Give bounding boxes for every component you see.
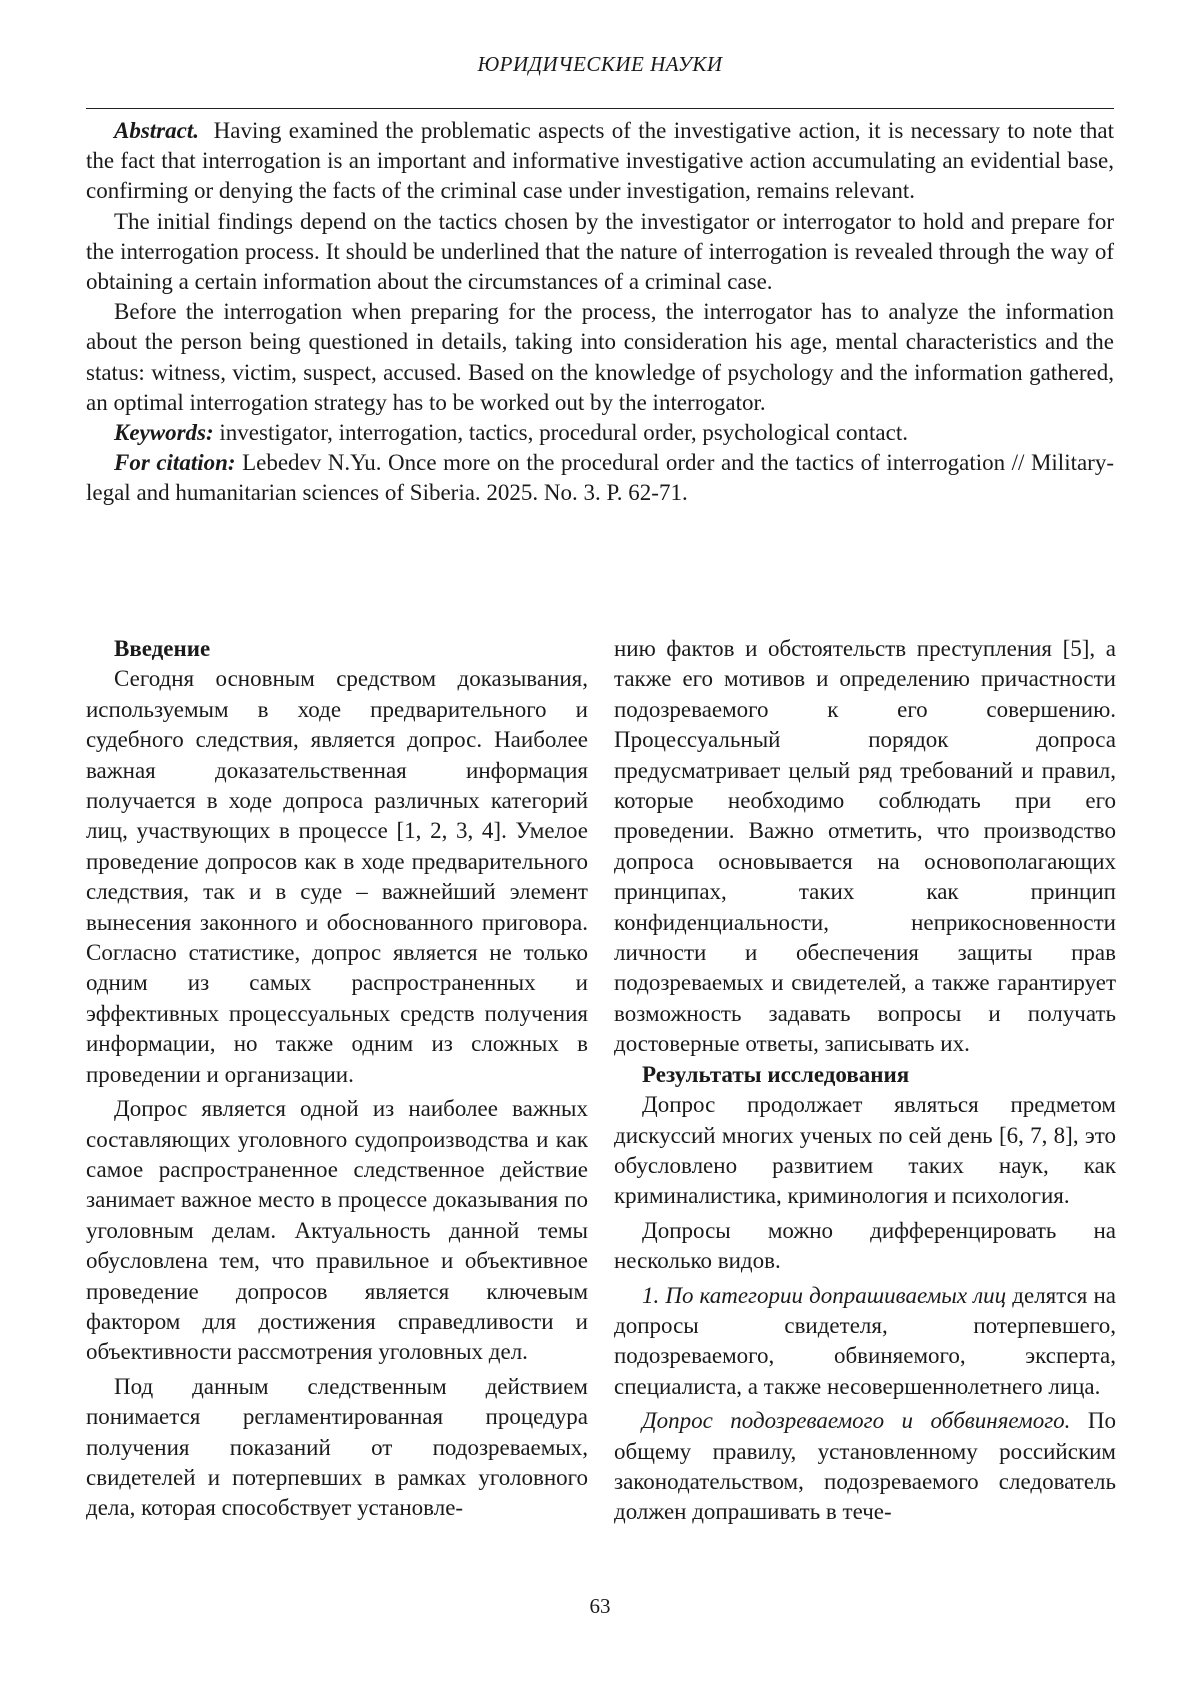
right-paragraph-4-text: делятся на допросы свидетеля, потерпевшего, подозреваемого, обвиняемого, эксперта, специалиста, а также несовершеннолетнего лица.	[614, 1282, 1116, 1399]
keywords-text: investigator, interrogation, tactics, procedural order, psychological contact.	[219, 420, 908, 446]
right-paragraph-5-text: По общему правилу, установленному российским законодательством, подозреваемого следователь должен допрашивать в тече-	[614, 1408, 1116, 1525]
page-number: 63	[589, 1594, 611, 1618]
interrogation-category-label: 1. По категории допрашиваемых лиц	[642, 1282, 1007, 1308]
running-head: ЮРИДИЧЕСКИЕ НАУКИ	[477, 52, 723, 76]
abstract-text-1: Having examined the problematic aspects of the investigative action, it is necessary to note that the fact that interrogation is an important and informative investigative action accumulating an evidential base, confirming or denying the facts of the criminal case under investigation, remains relevant.	[86, 118, 1115, 204]
right-paragraph-5	[614, 1406, 1116, 1528]
left-paragraph-1: Сегодня основным средством доказывания, используемым в ходе предварительного и судебного следствия, является допрос. Наиболее важная доказательственная информация получается в ходе допроса различных категорий лиц, участвующих в процессе [1, 2, 3, 4]. Умелое проведение допросов как в ходе предварительного следствия, так и в суде – важнейший элемент вынесения законного и обоснованного приговора. Согласно статистике, допрос является не только одним из самых распространенных и эффективных процессуальных средств получения информации, но также одним из сложных в проведении и организации.	[86, 666, 588, 1087]
right-paragraph-2: Допрос продолжает являться предметом дискуссий многих ученых по сей день [6, 7, 8], это обусловлено развитием таких наук, как криминалистика, криминология и психология.	[614, 1092, 1116, 1209]
abstract-paragraph-1	[86, 116, 1114, 207]
keywords-label: Keywords:	[114, 420, 214, 446]
left-column	[86, 634, 588, 1524]
citation-label: For citation:	[114, 450, 236, 476]
citation-text: Lebedev N.Yu. Once more on the procedural order and the tactics of interrogation // Military-legal and humanitarian sciences of Siberia. 2025. No. 3. P. 62-71.	[86, 450, 1115, 506]
right-paragraph-1: нию фактов и обстоятельств преступления [5], а также его мотивов и определению причастности подозреваемого к его совершению. Процессуальный порядок допроса предусматривает целый ряд требований и правил, которые необходимо соблюдать при его проведении. Важно отметить, что производство допроса основывается на основополагающих принципах, таких как принцип конфиденциальности, неприкосновенности личности и обеспечения защиты прав подозреваемых и свидетелей, а также гарантирует возможность задавать вопросы и получать достоверные ответы, записывать их.	[614, 636, 1116, 1057]
citation-line	[86, 448, 1114, 508]
left-paragraph-2: Допрос является одной из наиболее важных составляющих уголовного судопроизводства и как самое распространенное следственное действие занимает важное место в процессе доказывания по уголовным делам. Актуальность данной темы обусловлена тем, что правильное и объективное проведение допросов является ключевым фактором для достижения справедливости и объективности рассмотрения уголовных дел.	[86, 1096, 588, 1365]
section-heading-results: Результаты исследования	[642, 1061, 910, 1087]
left-paragraph-3: Под данным следственным действием понимается регламентированная процедура получения показаний от подозреваемых, свидетелей и потерпевших в рамках уголовного дела, которая способствует установле-	[86, 1373, 588, 1521]
right-paragraph-3: Допросы можно дифференцировать на несколько видов.	[614, 1217, 1116, 1274]
keywords-line	[86, 418, 1114, 448]
abstract-block	[86, 116, 1114, 509]
abstract-label: Abstract.	[114, 118, 199, 143]
abstract-paragraph-3: Before the interrogation when preparing for the process, the interrogator has to analyze the information about the person being questioned in details, taking into consideration his age, mental characteristics and the status: witness, victim, suspect, accused. Based on the knowledge of psychology and the information gathered, an optimal interrogation strategy has to be worked out by the interrogator.	[86, 299, 1114, 415]
right-column	[614, 634, 1116, 1528]
abstract-paragraph-2: The initial findings depend on the tactics chosen by the investigator or interrogator to hold and prepare for the interrogation process. It should be underlined that the nature of interrogation is revealed through the way of obtaining a certain information about the circumstances of a criminal case.	[86, 208, 1114, 295]
right-paragraph-4	[614, 1281, 1116, 1403]
section-heading-introduction: Введение	[114, 636, 211, 661]
header-rule	[86, 108, 1114, 109]
suspect-interrogation-label: Допрос подозреваемого и оббвиняемого.	[642, 1408, 1071, 1434]
